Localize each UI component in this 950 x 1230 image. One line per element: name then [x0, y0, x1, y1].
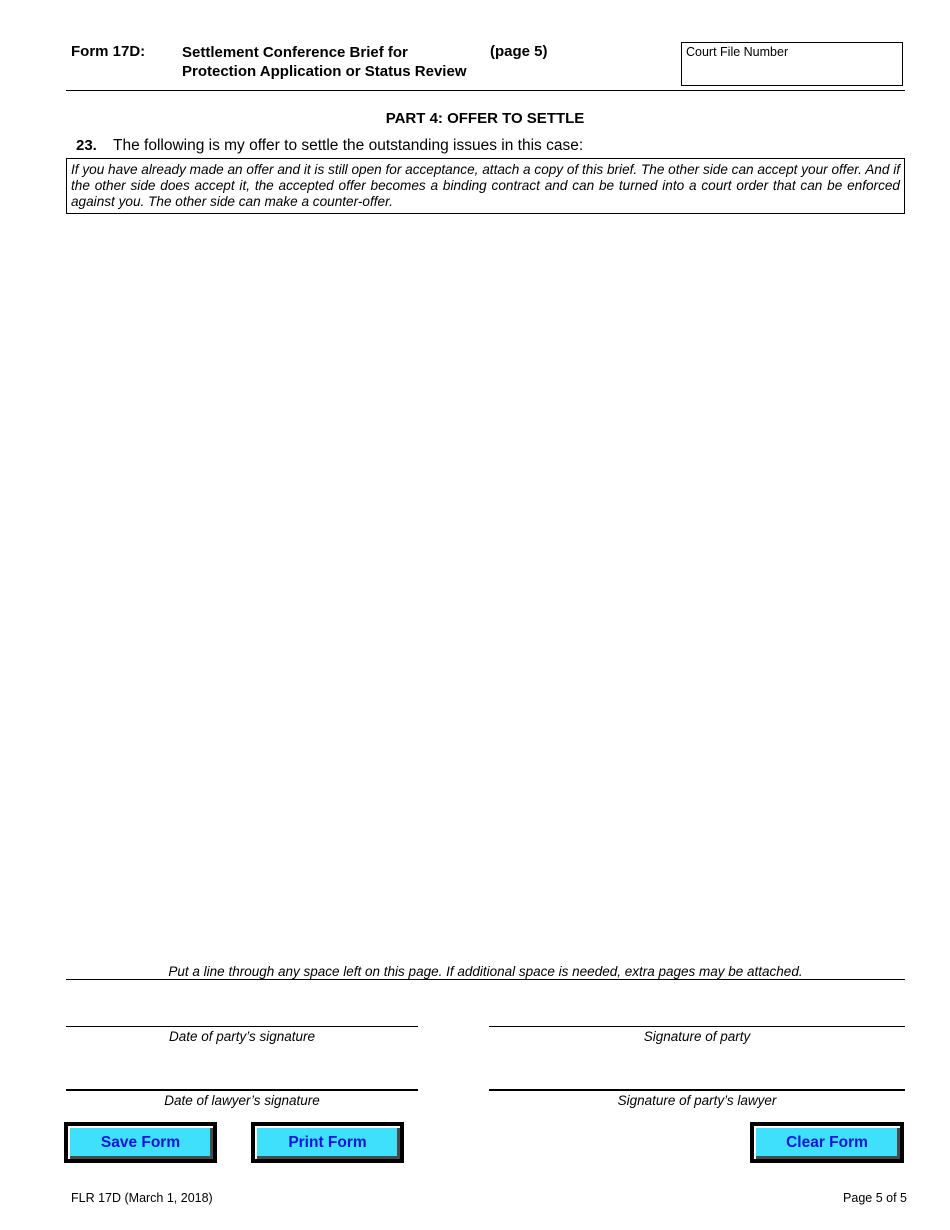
lawyer-date-field[interactable]: [66, 1089, 418, 1091]
form-title-line2: Protection Application or Status Review: [182, 63, 467, 80]
page-number: Page 5 of 5: [843, 1191, 907, 1205]
clear-form-button[interactable]: Clear Form: [750, 1122, 904, 1163]
court-file-number-label: Court File Number: [686, 45, 789, 59]
court-file-number-field[interactable]: [681, 42, 903, 86]
offer-instructions-note: If you have already made an offer and it is still open for acceptance, attach a copy of this brief. The other side can accept your offer. And if the other side does accept it, the accepted offer becomes a binding contract and can be turned into a court order that can be enforced against you. The other side can make a counter-offer.: [66, 158, 905, 214]
save-form-button[interactable]: Save Form: [64, 1122, 217, 1163]
lawyer-signature-label: Signature of party’s lawyer: [617, 1093, 777, 1108]
page-reference: (page 5): [490, 43, 548, 60]
party-signature-label: Signature of party: [643, 1029, 751, 1044]
lawyer-date-label: Date of lawyer’s signature: [164, 1093, 320, 1108]
space-instruction-note: Put a line through any space left on this page. If additional space is needed, extra pages may be attached.: [168, 964, 803, 979]
header-divider: [66, 90, 905, 91]
party-signature-field[interactable]: [489, 1026, 905, 1027]
print-form-button[interactable]: Print Form: [251, 1122, 404, 1163]
offer-answer-area[interactable]: [66, 216, 905, 956]
item-number: 23.: [76, 137, 97, 154]
party-date-label: Date of party’s signature: [168, 1029, 316, 1044]
form-code: FLR 17D (March 1, 2018): [71, 1191, 213, 1205]
item-question: The following is my offer to settle the outstanding issues in this case:: [113, 137, 584, 154]
lawyer-signature-field[interactable]: [489, 1089, 905, 1091]
form-title: [182, 43, 467, 81]
form-title-line1: Settlement Conference Brief for: [182, 44, 408, 61]
part-heading: PART 4: OFFER TO SETTLE: [385, 110, 585, 127]
party-date-field[interactable]: [66, 1026, 418, 1027]
form-id: Form 17D:: [71, 43, 146, 60]
space-instruction-rule: [66, 979, 905, 980]
